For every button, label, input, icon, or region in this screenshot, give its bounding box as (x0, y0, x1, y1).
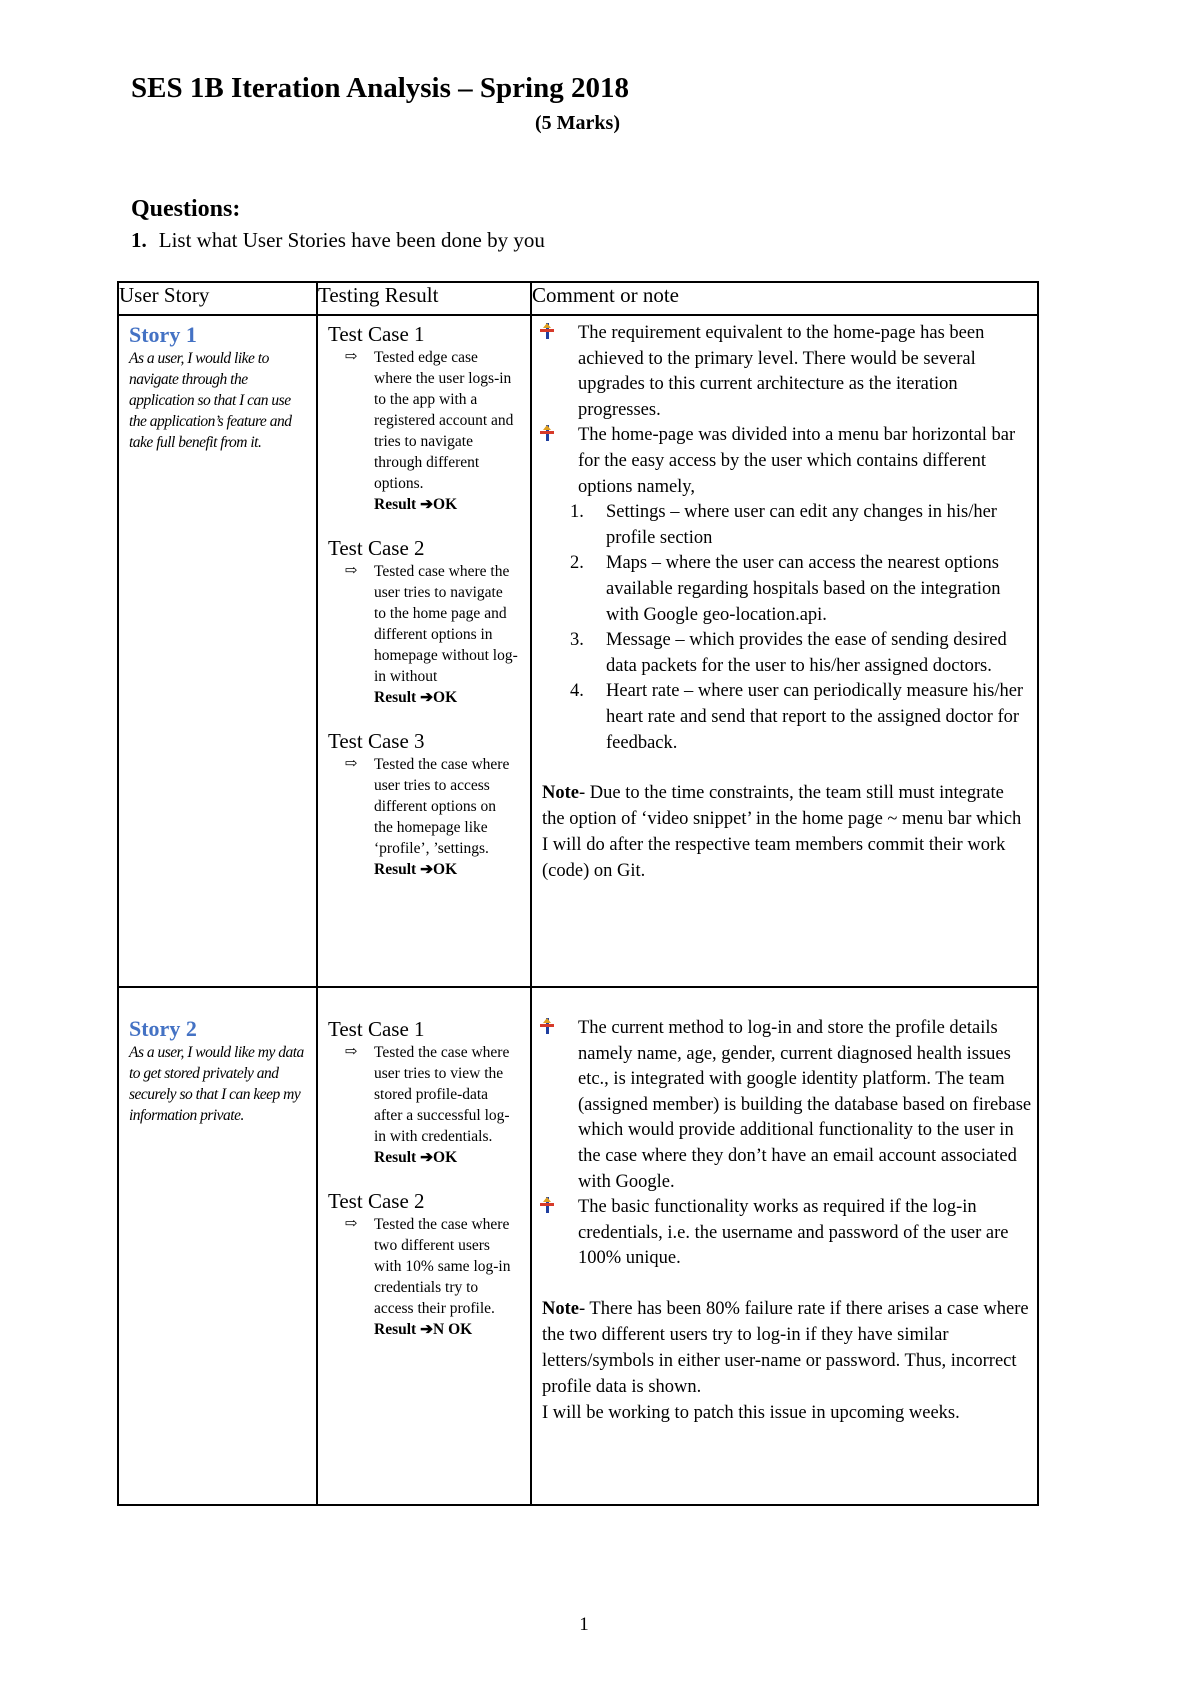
numbered-item (532, 628, 1037, 679)
item-number: 1. (570, 502, 584, 523)
test-result: Result ➔OK (374, 861, 458, 878)
bullet-item (532, 1016, 1037, 1195)
test-case (328, 535, 530, 708)
test-case (328, 321, 530, 515)
test-case-title: Test Case 2 (328, 536, 425, 560)
arrow-right-icon: ⇨ (344, 349, 358, 365)
question-item (131, 228, 545, 253)
item-number: 4. (570, 681, 584, 702)
note-paragraph (532, 1296, 1037, 1400)
story-cell (118, 315, 317, 987)
story-text: As a user, I would like to navigate through the application so that I can use the application’s feature and take full benefit from it. (129, 350, 292, 451)
bullet-text: The requirement equivalent to the home-page has been achieved to the primary level. There would be several upgrades to this current architecture as the iteration progresses. (578, 323, 985, 420)
test-case-text: Tested the case where user tries to view the stored profile-data after a successful log-in with credentials. (374, 1044, 510, 1145)
item-text: Heart rate – where user can periodically measure his/her heart rate and send that report to the assigned doctor for feedback. (606, 681, 1024, 753)
note-followup: I will be working to patch this issue in upcoming weeks. (542, 1402, 960, 1423)
questions-heading: Questions: (131, 196, 241, 222)
test-result: Result ➔N OK (374, 1321, 473, 1338)
arrow-right-icon: ⇨ (344, 756, 358, 772)
bullet-item (532, 1195, 1037, 1272)
bullet-item (532, 321, 1037, 423)
numbered-item (532, 679, 1037, 756)
test-case-text: Tested the case where user tries to access different options on the homepage like ‘profile’, ’settings. (374, 756, 510, 857)
table-header-row (118, 282, 1038, 315)
question-number: 1. (131, 228, 147, 252)
test-case (328, 1188, 530, 1340)
test-case-title: Test Case 1 (328, 322, 425, 346)
item-number: 3. (570, 630, 584, 651)
testing-cell (317, 315, 531, 987)
bullet-item (532, 423, 1037, 500)
story-title: Story 2 (129, 1016, 197, 1041)
numbered-item (532, 551, 1037, 628)
plus-bullet-icon (540, 425, 554, 441)
note-label: Note (542, 1298, 579, 1319)
table-row (118, 987, 1038, 1505)
bullet-text: The current method to log-in and store the profile details namely name, age, gender, current diagnosed health issues etc., is integrated with google identity platform. The team (assigned member) is building the database based on firebase which would provide additional functionality to the user in the case where they don’t have an email account associated with Google. (578, 1018, 1032, 1192)
page-number: 1 (579, 1614, 589, 1635)
test-case (328, 728, 530, 880)
arrow-right-icon: ⇨ (344, 563, 358, 579)
item-text: Settings – where user can edit any changes in his/her profile section (606, 502, 997, 548)
test-result: Result ➔OK (374, 1149, 458, 1166)
header-user-story: User Story (118, 282, 317, 315)
document-subtitle: (5 Marks) (535, 112, 620, 134)
test-case-text: Tested the case where two different users with 10% same log-in credentials try to access their profile. (374, 1216, 511, 1317)
testing-cell (317, 987, 531, 1505)
question-text: List what User Stories have been done by you (158, 228, 545, 252)
test-case-text: Tested edge case where the user logs-in to the app with a registered account and tries to navigate through different options. (374, 349, 514, 492)
plus-bullet-icon (540, 323, 554, 339)
plus-bullet-icon (540, 1018, 554, 1034)
item-text: Maps – where the user can access the nearest options available regarding hospitals based on the integration with Google geo-location.api. (606, 553, 1001, 625)
user-stories-table (117, 281, 1039, 1506)
story-title: Story 1 (129, 322, 197, 347)
test-case-title: Test Case 2 (328, 1189, 425, 1213)
item-number: 2. (570, 553, 584, 574)
test-result: Result ➔OK (374, 496, 458, 513)
note-label: Note (542, 783, 579, 804)
arrow-right-icon: ⇨ (344, 1216, 358, 1232)
note-text: - There has been 80% failure rate if there arises a case where the two different users try to log-in if they have similar letters/symbols in either user-name or password. Thus, incorrect profile data is shown. (542, 1298, 1029, 1397)
arrow-right-icon: ⇨ (344, 1044, 358, 1060)
table-row (118, 315, 1038, 987)
story-text: As a user, I would like my data to get stored privately and securely so that I can keep my information private. (129, 1044, 304, 1124)
plus-bullet-icon (540, 1197, 554, 1213)
story-cell (118, 987, 317, 1505)
test-case (328, 1016, 530, 1168)
test-case-title: Test Case 3 (328, 729, 425, 753)
bullet-text: The basic functionality works as required if the log-in credentials, i.e. the username and password of the user are 100% unique. (578, 1197, 1009, 1269)
numbered-item (532, 500, 1037, 551)
test-result: Result ➔OK (374, 689, 458, 706)
note-paragraph (532, 780, 1037, 884)
bullet-text: The home-page was divided into a menu bar horizontal bar for the easy access by the user which contains different options namely, (578, 425, 1016, 497)
test-case-text: Tested case where the user tries to navigate to the home page and different options in homepage without log-in without (374, 563, 518, 685)
comment-cell (531, 987, 1038, 1505)
note-text: - Due to the time constraints, the team still must integrate the option of ‘video snippet’ in the home page ~ menu bar which I will do after the respective team members commit their work (code) on Git. (542, 783, 1022, 882)
item-text: Message – which provides the ease of sending desired data packets for the user to his/her assigned doctors. (606, 630, 1007, 676)
test-case-title: Test Case 1 (328, 1017, 425, 1041)
document-title: SES 1B Iteration Analysis – Spring 2018 (131, 72, 629, 104)
header-testing-result: Testing Result (317, 282, 531, 315)
comment-cell (531, 315, 1038, 987)
header-comment: Comment or note (531, 282, 1038, 315)
